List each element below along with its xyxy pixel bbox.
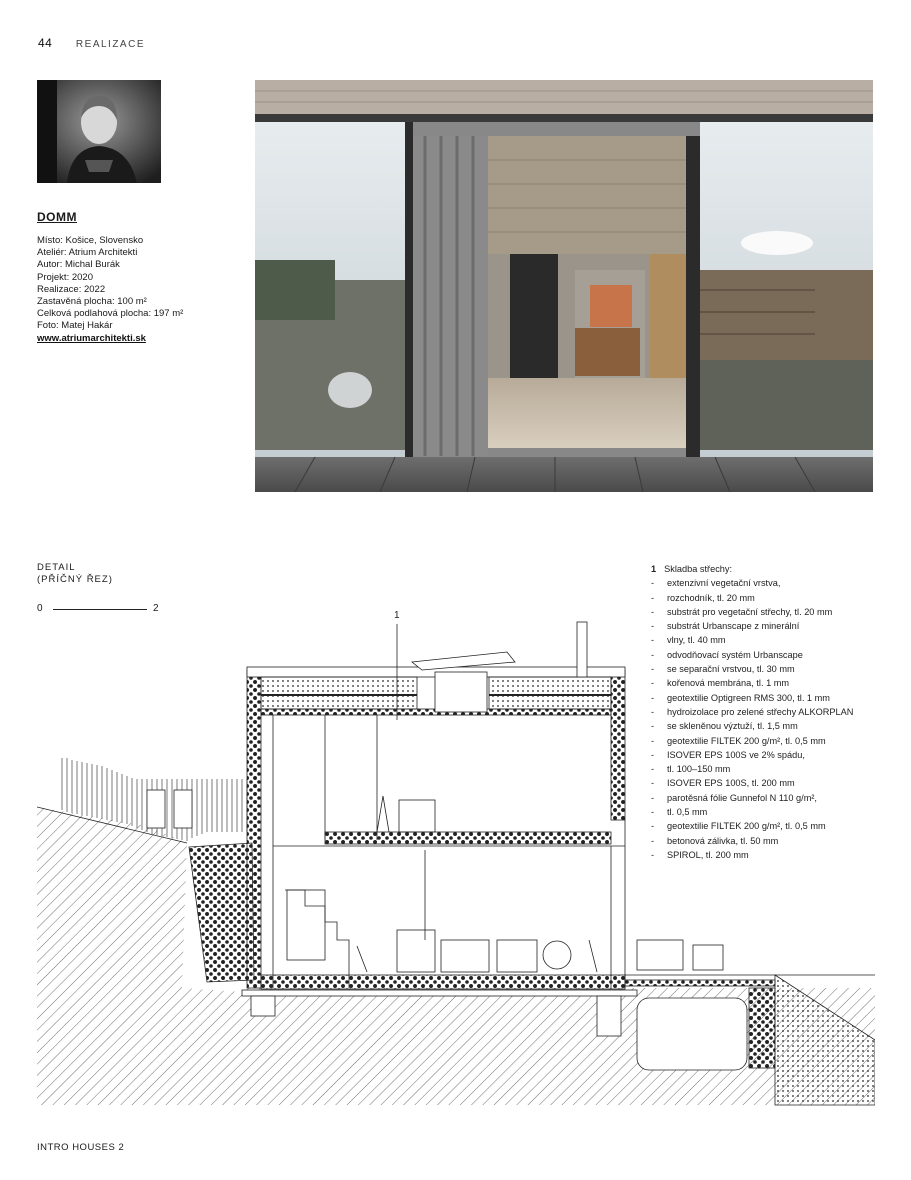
detail-photo-credit: Foto: Matej Hakár bbox=[37, 320, 113, 332]
legend-item: - se separační vrstvou, tl. 30 mm bbox=[651, 662, 891, 676]
footer: INTRO HOUSES 2 bbox=[37, 1142, 125, 1153]
detail-author: Autor: Michal Burák bbox=[37, 259, 120, 271]
scale-start: 0 bbox=[37, 603, 43, 614]
detail-realization-year: Realizace: 2022 bbox=[37, 283, 106, 295]
scale-end: 2 bbox=[153, 603, 159, 614]
drawing-title: DETAIL bbox=[37, 562, 76, 573]
legend-item: - geotextilie FILTEK 200 g/m², tl. 0,5 mm bbox=[651, 734, 891, 748]
legend-item: - ISOVER EPS 100S, tl. 200 mm bbox=[651, 776, 891, 790]
legend-title: Skladba střechy: bbox=[664, 564, 733, 574]
legend-item: - parotěsná fólie Gunnefol N 110 g/m², bbox=[651, 791, 891, 805]
detail-built-area: Zastavěná plocha: 100 m² bbox=[37, 296, 147, 308]
page-header bbox=[38, 36, 145, 50]
legend-number: 1 bbox=[651, 564, 657, 574]
callout-number: 1 bbox=[394, 610, 400, 621]
detail-studio: Ateliér: Atrium Architekti bbox=[37, 247, 138, 259]
architect-portrait bbox=[37, 80, 161, 183]
project-details bbox=[37, 235, 183, 345]
legend-item: - ISOVER EPS 100S ve 2% spádu, bbox=[651, 748, 891, 762]
legend-item: - extenzivní vegetační vrstva, bbox=[651, 576, 891, 590]
legend-item: - odvodňovací systém Urbanscape bbox=[651, 648, 891, 662]
legend-item: - tl. 0,5 mm bbox=[651, 805, 891, 819]
house-photo bbox=[255, 80, 873, 492]
detail-location: Místo: Košice, Slovensko bbox=[37, 235, 144, 246]
project-title: DOMM bbox=[37, 210, 77, 224]
cross-section-drawing bbox=[37, 600, 875, 1110]
legend-item: - hydroizolace pro zelené střechy ALKORPLAN bbox=[651, 705, 891, 719]
legend-item: - SPIROL, tl. 200 mm bbox=[651, 848, 891, 862]
legend-item: - se skleněnou výztuží, tl. 1,5 mm bbox=[651, 719, 891, 733]
legend-item: - geotextilie FILTEK 200 g/m², tl. 0,5 mm bbox=[651, 819, 891, 833]
legend-item: - tl. 100–150 mm bbox=[651, 762, 891, 776]
section-title: REALIZACE bbox=[75, 39, 145, 50]
drawing-label bbox=[37, 562, 113, 586]
legend-item: - substrát pro vegetační střechy, tl. 20 mm bbox=[651, 605, 891, 619]
detail-project-year: Projekt: 2020 bbox=[37, 271, 93, 283]
legend-item: - betonová zálivka, tl. 50 mm bbox=[651, 834, 891, 848]
legend-item: - kořenová membrána, tl. 1 mm bbox=[651, 676, 891, 690]
drawing-subtitle: (PŘÍČNÝ ŘEZ) bbox=[37, 574, 113, 585]
legend-item: - substrát Urbanscape z minerální bbox=[651, 619, 891, 633]
detail-floor-area: Celková podlahová plocha: 197 m² bbox=[37, 308, 184, 320]
legend-item: - rozchodník, tl. 20 mm bbox=[651, 591, 891, 605]
legend-item: - vlny, tl. 40 mm bbox=[651, 633, 891, 647]
website-link[interactable]: www.atriumarchitekti.sk bbox=[37, 332, 146, 344]
page-number: 44 bbox=[38, 36, 53, 50]
legend-item: - geotextilie Optigreen RMS 300, tl. 1 mm bbox=[651, 691, 891, 705]
